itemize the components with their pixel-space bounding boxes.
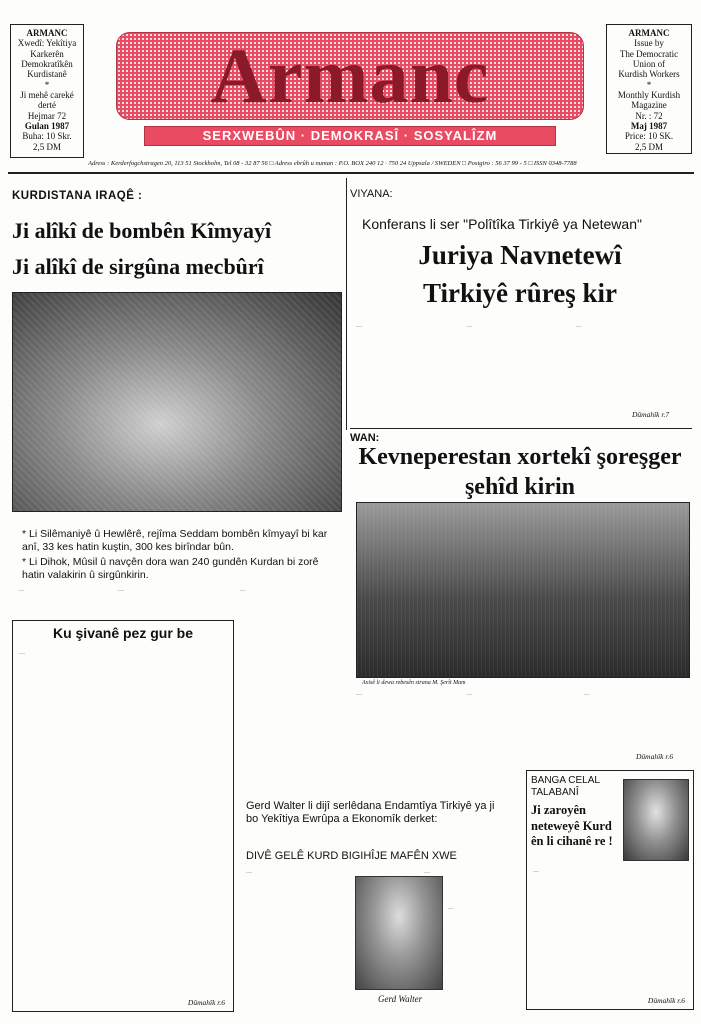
article-headline: Ji alîkî de sirgûna mecbûrî bbox=[12, 254, 264, 279]
body-text-block: … bbox=[584, 691, 590, 697]
masthead-rule bbox=[8, 172, 694, 174]
continued-note: Dûmahîk r.6 bbox=[636, 752, 674, 761]
body-text-block: … bbox=[424, 869, 430, 875]
article-headline: Kevneperestan xortekî şoreşger bbox=[358, 444, 682, 470]
info-line: Union of bbox=[632, 59, 666, 70]
body-text-block: … bbox=[533, 868, 539, 874]
body-text-block: … bbox=[19, 650, 25, 656]
info-line: * bbox=[44, 79, 50, 90]
portrait-photo bbox=[623, 779, 689, 861]
info-line: 2,5 DM bbox=[634, 141, 663, 152]
info-line: Buha: 10 Skr. bbox=[22, 131, 72, 142]
photo-caption: * Li Silêmaniyê û Hewlêrê, rejîma Seddam bombên kîmyayî bi kar anî, 33 kes hatin kuştin, 300 kes birîndar bûn. bbox=[22, 528, 328, 553]
column-divider bbox=[346, 178, 347, 430]
body-text-block: … bbox=[18, 587, 24, 593]
info-line: Issue by bbox=[634, 38, 664, 49]
info-line: ARMANC bbox=[628, 28, 670, 38]
info-line: ARMANC bbox=[26, 28, 68, 38]
info-line: derté bbox=[38, 100, 56, 111]
address-line: Adress : Kerderfogchstragen 20, 113 51 Stockholm, Tel 08 - 32 87 56 □ Adress ebrûh u numan : P.O. BOX 240 12 · 750 24 Uppsala / SWEDEN □ Postgiro : 56 37 99 - 5 □ ISSN 0348-7788 bbox=[88, 160, 577, 167]
article-headline: Juriya Navnetewî bbox=[418, 240, 622, 270]
info-line: Demokratîkên bbox=[21, 59, 73, 70]
body-text-block: … bbox=[246, 869, 252, 875]
info-line: Hejmar 72 bbox=[27, 110, 67, 121]
info-line: Magazine bbox=[631, 100, 667, 111]
body-text-block: … bbox=[356, 691, 362, 697]
body-text-block: … bbox=[466, 691, 472, 697]
kicker-line: BANGA CELAL bbox=[531, 775, 600, 786]
photo-caption: Gerd Walter bbox=[378, 994, 423, 1004]
article-headline: Ji zaroyên neteweyê Kurd ên li cihanê re ! bbox=[531, 803, 613, 849]
info-line: The Democratic bbox=[619, 48, 679, 59]
body-text-block: … bbox=[356, 323, 362, 329]
kicker-line: TALABANÎ bbox=[531, 787, 579, 798]
article-headline: Ji alîkî de bombên Kîmyayî bbox=[12, 218, 272, 243]
info-line: Price: 10 SK. bbox=[624, 131, 674, 142]
info-line: 2,5 DM bbox=[32, 141, 61, 152]
body-text-block: … bbox=[240, 587, 246, 593]
article-headline: Tirkiyê rûreş kir bbox=[423, 278, 617, 308]
section-rule bbox=[350, 428, 692, 429]
article-headline: şehîd kirin bbox=[464, 474, 576, 500]
info-line: Xwedî: Yekîtiya bbox=[17, 38, 77, 49]
continued-note: Dûmahîk r.7 bbox=[632, 410, 670, 419]
boxed-article bbox=[12, 620, 234, 1012]
masthead bbox=[104, 28, 596, 150]
body-text-block: … bbox=[466, 323, 472, 329]
article-subhead: Konferans li ser "Polîtîka Tirkiyê ya Netewan" bbox=[362, 216, 642, 232]
info-line: Ji mehê careké bbox=[20, 90, 74, 101]
article-kicker: VIYANA: bbox=[350, 188, 393, 200]
info-line: Kurdish Workers bbox=[618, 69, 680, 80]
photo-caption: Axisê li dewa rebesên strana M. Şerît Mam bbox=[362, 680, 466, 686]
article-kicker bbox=[531, 775, 600, 799]
article-kicker: WAN: bbox=[350, 432, 380, 444]
body-text-block: … bbox=[576, 323, 582, 329]
boxed-article-title: Ku şivanê pez gur be bbox=[52, 625, 194, 641]
body-text-block: … bbox=[448, 905, 454, 911]
info-line: Karkerên bbox=[30, 48, 64, 59]
boxed-article bbox=[526, 770, 694, 1010]
masthead-subtitle: SERXWEBÛN · DEMOKRASÎ · SOSYALÎZM bbox=[202, 128, 498, 143]
body-text-block: … bbox=[118, 587, 124, 593]
info-line: Maj 1987 bbox=[630, 121, 668, 132]
masthead-info-box-english bbox=[606, 24, 692, 154]
article-kicker: KURDISTANA IRAQÊ : bbox=[12, 190, 143, 202]
news-photo bbox=[12, 292, 342, 512]
continued-note: Dûmahîk r.6 bbox=[187, 998, 225, 1007]
info-line: Nr. : 72 bbox=[635, 110, 663, 121]
continued-note: Dûmahîk r.6 bbox=[647, 996, 685, 1005]
info-line: Kurdistanê bbox=[27, 69, 67, 80]
article-headline: Gerd Walter li dijî serlêdana Endamtîya Tirkiyê ya ji bo Yekîtiya Ewrûpa a Ekonomîk derket: bbox=[246, 800, 495, 826]
info-line: Monthly Kurdish bbox=[617, 90, 681, 101]
photo-caption: * Li Dihok, Mûsil û navçên dora wan 240 gundên Kurdan bi zorê hatin valakirin û sirgûnkirin. bbox=[22, 556, 319, 581]
masthead-title: Armanc bbox=[210, 32, 490, 119]
masthead-subtitle-band bbox=[144, 126, 556, 146]
article-subhead: DIVÊ GELÊ KURD BIGIHÎJE MAFÊN XWE bbox=[246, 850, 457, 862]
masthead-title-band bbox=[116, 32, 584, 120]
info-line: Gulan 1987 bbox=[24, 121, 70, 132]
news-photo bbox=[356, 502, 690, 678]
masthead-info-box-kurdish bbox=[10, 24, 84, 158]
info-line: * bbox=[646, 79, 652, 90]
